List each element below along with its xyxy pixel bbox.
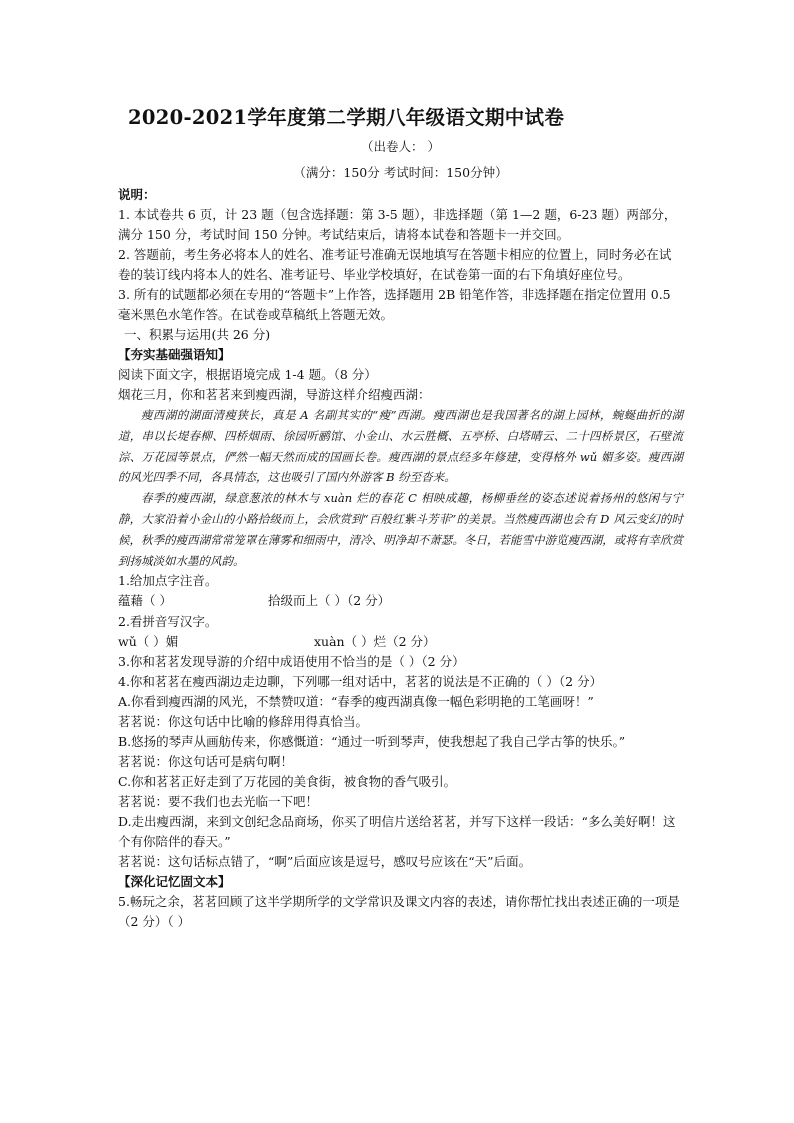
question-2-blanks bbox=[118, 632, 683, 653]
notes-heading: 说明： bbox=[118, 187, 156, 202]
question-2: 2.看拼音写汉字。 bbox=[118, 613, 218, 629]
question-4: 4.你和茗茗在瘦西湖边走边聊，下列哪一组对话中，茗茗的说法是不正确的（ ）（2 分） bbox=[118, 674, 603, 690]
question-2-blank-a: wǔ（ ）媚 bbox=[118, 633, 179, 649]
question-2-blank-b: xuàn（ ）烂（2 分） bbox=[314, 633, 436, 649]
question-4-option-d: D.走出瘦西湖，来到文创纪念品商场，你买了明信片送给茗茗，并写下这样一段话：“多么美好啊！这个有你陪伴的春天。” bbox=[118, 814, 676, 850]
note-item-2: 2. 答题前，考生务必将本人的姓名、准考证号准确无误地填写在答题卡相应的位置上，同时务必在试卷的装订线内将本人的姓名、准考证号、毕业学校填好，在试卷第一面的右下角填好座位号。 bbox=[118, 247, 672, 282]
question-4-option-a: A.你看到瘦西湖的风光，不禁赞叹道：“春季的瘦西湖真像一幅色彩明艳的工笔画呀！” bbox=[118, 694, 594, 710]
passage-paragraph-2: 春季的瘦西湖，绿意葱浓的林木与 xuàn 烂的春花 C 相映成趣，杨柳垂丝的姿态述说着扬州的悠闲与宁静，大家沿着小金山的小路拾级而上，会欣赏到“百般红紫斗芳菲”的美景。当然瘦西湖也会有 D 风云变幻的时候，秋季的瘦西湖常常笼罩在薄雾和细雨中，清冷、明净却不萧瑟。冬日，若能雪中游览瘦西湖，或将有幸欣赏到扬城淡如水墨的风韵。 bbox=[118, 491, 683, 568]
question-4-reply-a: 茗茗说：你这句话中比喻的修辞用得真恰当。 bbox=[118, 714, 369, 730]
exam-title: 2020-2021学年度第二学期八年级语文期中试卷 bbox=[128, 106, 565, 129]
question-1: 1.给加点字注音。 bbox=[118, 573, 218, 589]
note-item-1: 1. 本试卷共 6 页，计 23 题（包含选择题：第 3-5 题），非选择题（第 1—2 题，6-23 题）两部分，满分 150 分，考试时间 150 分钟。考试结束后，请将本试卷和答题卡一并交回。 bbox=[118, 207, 677, 242]
question-4-reply-b: 茗茗说：你这句话可是病句啊！ bbox=[118, 754, 294, 770]
section-heading: 一、积累与运用(共 26 分) bbox=[124, 327, 271, 342]
question-5: 5.畅玩之余，茗茗回顾了这半学期所学的文学常识及课文内容的表述，请你帮忙找出表述正确的一项是（2 分）（ ） bbox=[118, 894, 680, 930]
subsection-heading-2: 【深化记忆固文本】 bbox=[118, 874, 231, 890]
question-4-reply-d: 茗茗说：这句话标点错了，“啊”后面应该是逗号，感叹号应该在“天”后面。 bbox=[118, 854, 532, 870]
question-4-option-c: C.你和茗茗正好走到了万花园的美食街，被食物的香气吸引。 bbox=[118, 774, 457, 790]
exam-content bbox=[118, 102, 683, 932]
score-time-line: （满分：150分 考试时间：150分钟） bbox=[293, 165, 508, 180]
question-3: 3.你和茗茗发现导游的介绍中成语使用不恰当的是（ ）（2 分） bbox=[118, 654, 465, 670]
question-1-blanks bbox=[118, 591, 683, 612]
subsection-heading-1: 【夯实基础强语知】 bbox=[118, 347, 231, 362]
reading-instruction: 阅读下面文字，根据语境完成 1-4 题。（8 分） bbox=[118, 367, 377, 382]
passage-intro: 烟花三月，你和茗茗来到瘦西湖，导游这样介绍瘦西湖： bbox=[118, 387, 431, 402]
passage-paragraph-1: 瘦西湖的湖面清瘦狭长，真是 A 名副其实的“瘦”西湖。瘦西湖也是我国著名的湖上园林，蜿蜒曲折的湖道，串以长堤春柳、四桥烟雨、徐园听鹂馆、小金山、水云胜概、五亭桥、白塔晴云、二十四桥景区，石壁流淙、万花园等景点，俨然一幅天然而成的国画长卷。瘦西湖的景点经多年修建，变得格外 wǔ 媚多姿。瘦西湖的风光四季不同，各具情态，这也吸引了国内外游客 B 纷至沓来。 bbox=[118, 408, 683, 485]
note-item-3: 3. 所有的试题都必须在专用的“答题卡”上作答，选择题用 2B 铅笔作答，非选择题在指定位置用 0.5 毫米黑色水笔作答。在试卷或草稿纸上答题无效。 bbox=[118, 287, 671, 322]
question-4-reply-c: 茗茗说：要不我们也去光临一下吧！ bbox=[118, 794, 319, 810]
question-1-blank-b: 拾级而上（ ）（2 分） bbox=[268, 593, 391, 609]
question-4-option-b: B.悠扬的琴声从画舫传来，你感慨道：“通过一听到琴声，使我想起了我自己学古筝的快乐。” bbox=[118, 734, 626, 750]
question-1-blank-a: 蕴藉（ ） bbox=[118, 593, 172, 609]
setter-line: （出卷人： ） bbox=[361, 139, 440, 154]
